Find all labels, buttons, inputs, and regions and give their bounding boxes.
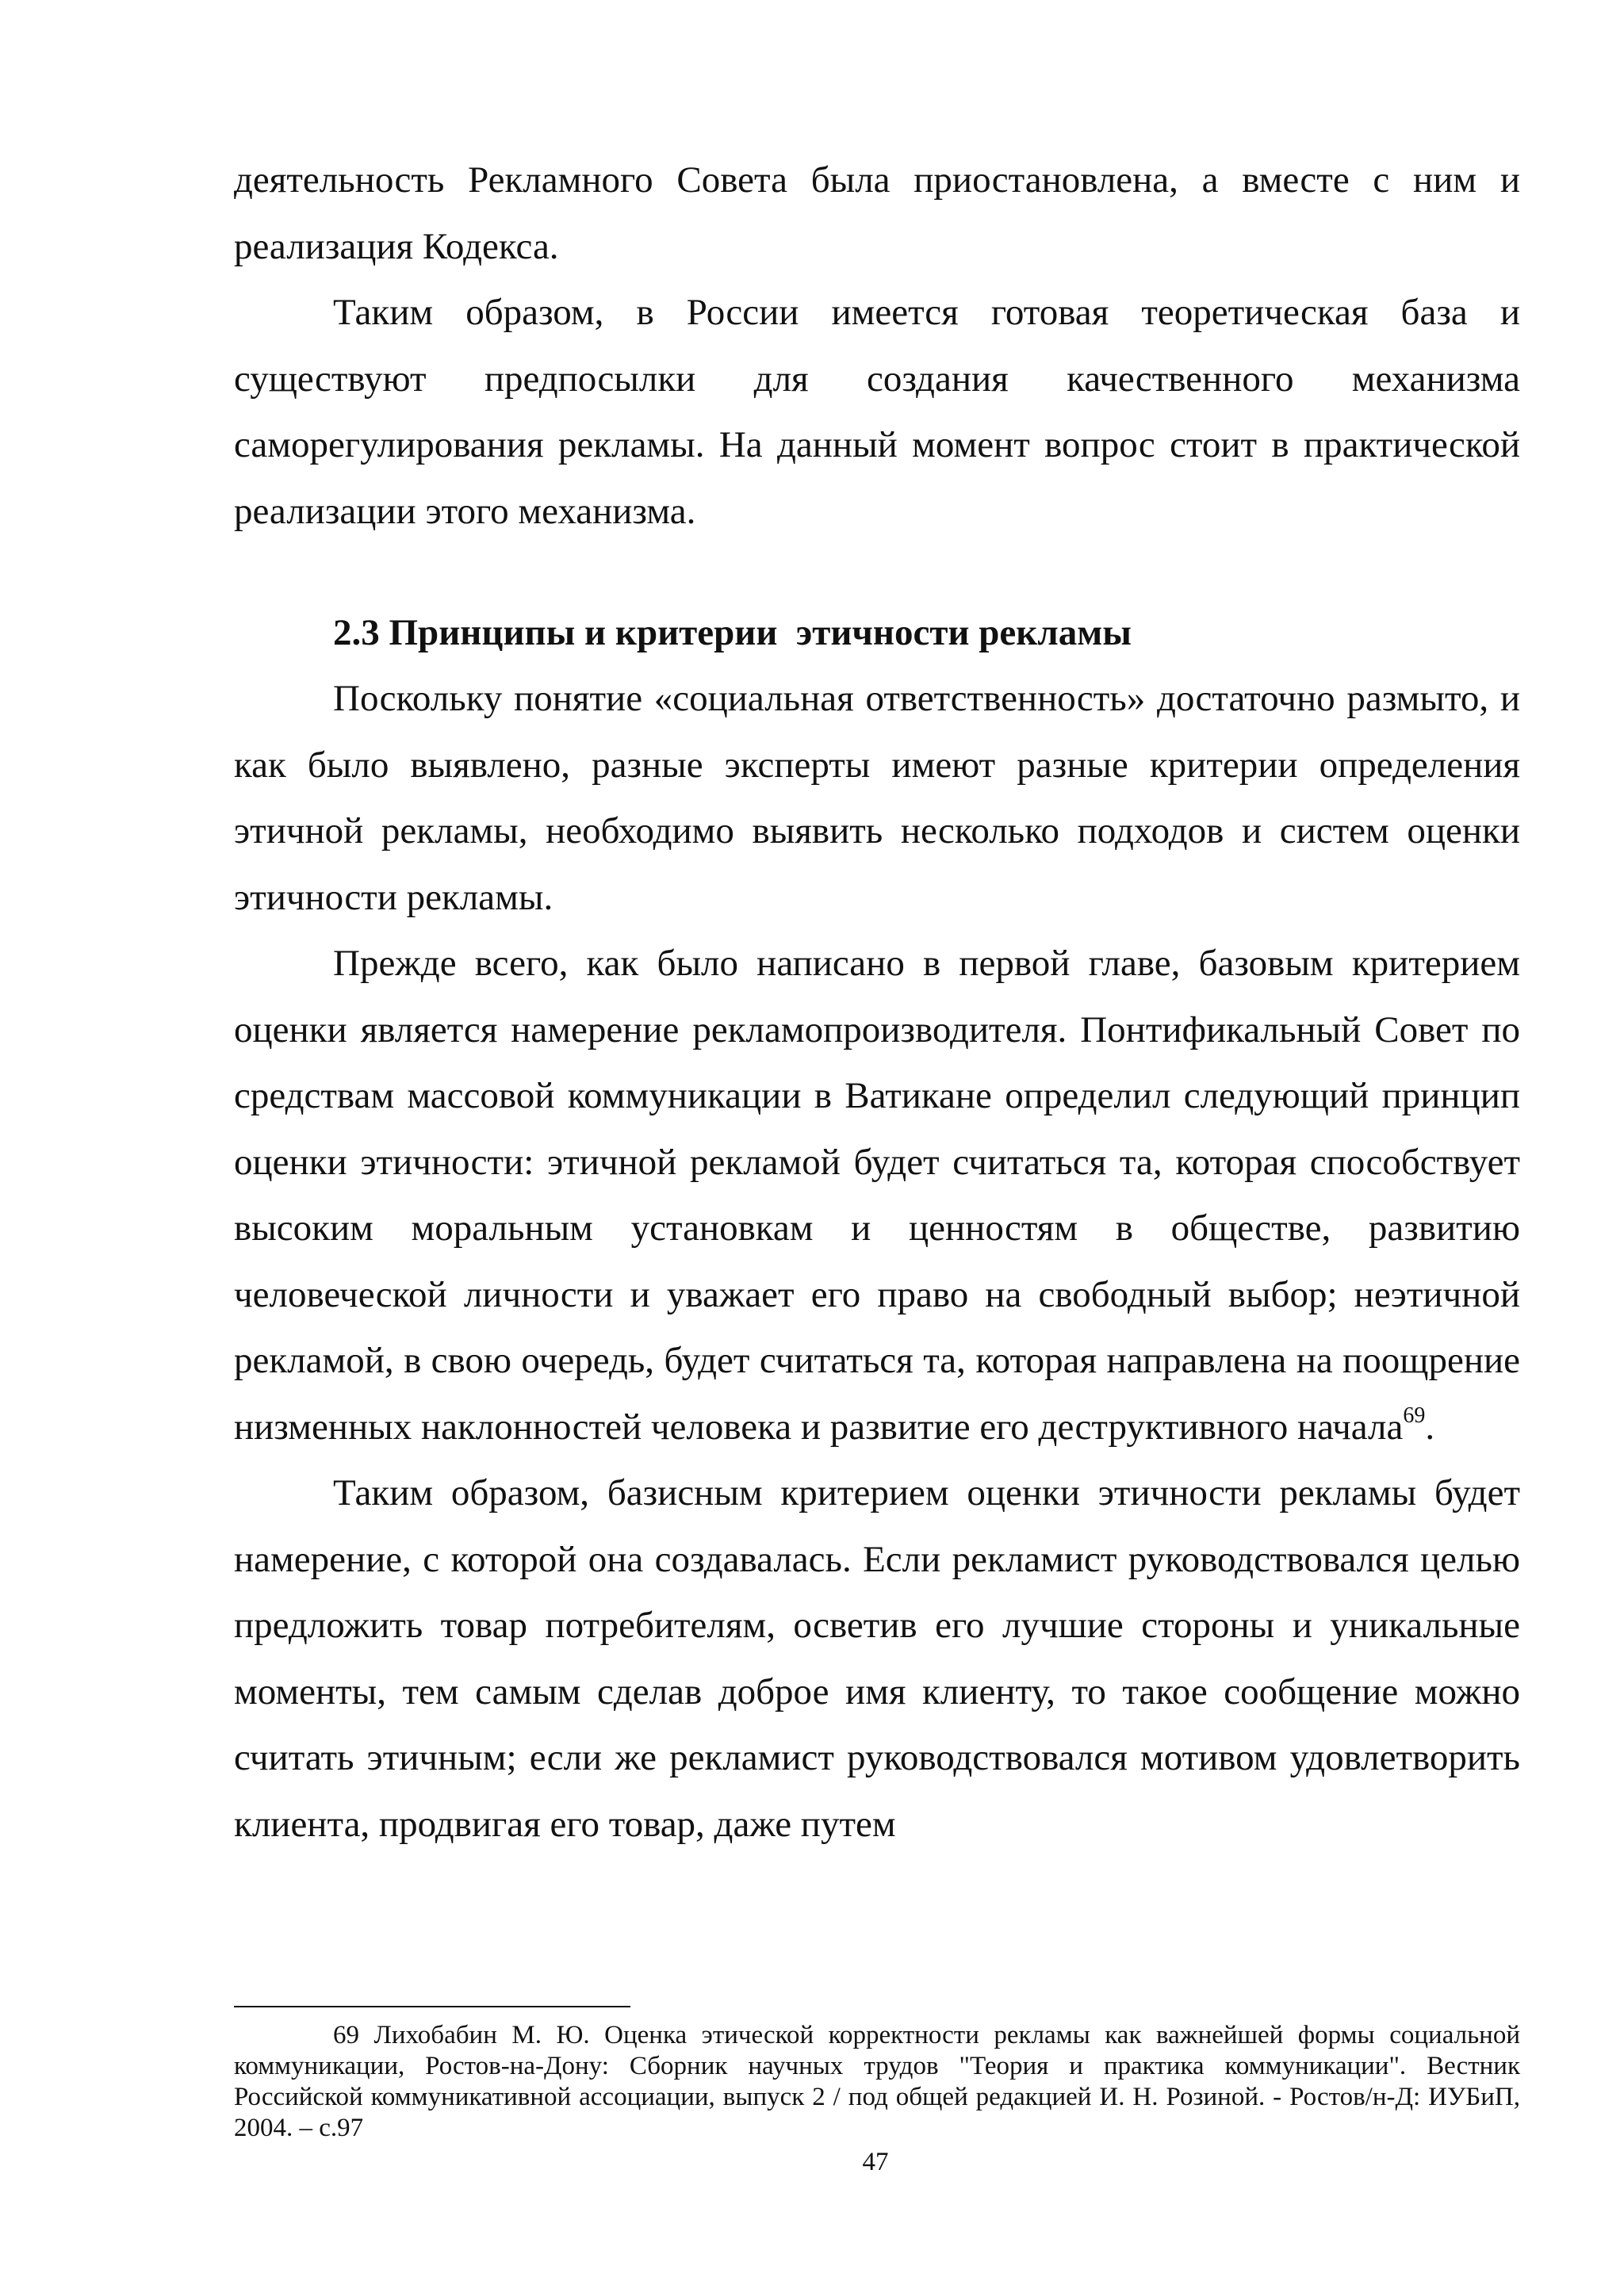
- continuation-paragraph: деятельность Рекламного Совета была приостановлена, а вместе с ним и реализация Кодекса.: [234, 159, 1520, 267]
- paragraph-basic-criterion: Таким образом, базисным критерием оценки этичности рекламы будет намерение, с которой она создавалась. Если рекламист руководствовался целью предложить товар потребителям, осветив его лучшие стороны и уникальные моменты, тем самым сделав доброе имя клиенту, то такое сообщение можно считать этичным; если же рекламист руководствовался мотивом удовлетворить клиента, продвигая его товар, даже путем: [234, 1472, 1520, 1845]
- paragraph-vatican-principle: [234, 931, 1520, 1460]
- paragraph-vatican-text: Прежде всего, как было написано в первой главе, базовым критерием оценки является намерение рекламопроизводителя. Понтификальный Совет по средствам массовой коммуникации в Ватикане определил следующий принцип оценки этичности: этичной рекламой будет считаться та, которая способствует высоким моральным установкам и ценностям в обществе, развитию человеческой личности и уважает его право на свободный выбор; неэтичной рекламой, в свою очередь, будет считаться та, которая направлена на поощрение низменных наклонностей человека и развитие его деструктивного начала: [234, 943, 1520, 1448]
- body-text: [234, 147, 1520, 1858]
- footnote-reference: 69: [1403, 1402, 1426, 1428]
- footnote: [234, 2020, 1520, 2144]
- section-heading: 2.3 Принципы и критерии этичности рекламы: [333, 612, 1132, 653]
- footnote-separator: [234, 2006, 630, 2007]
- footnote-text: 69 Лихобабин М. Ю. Оценка этической корректности рекламы как важнейшей формы социальной коммуникации, Ростов-на-Дону: Сборник научных трудов "Теория и практика коммуникации". Вестник Российской коммуникативной ассоциации, выпуск 2 / под общей редакцией И. Н. Розиной. - Ростов/н-Д: ИУБиП, 2004. – с.97: [234, 2021, 1520, 2142]
- paragraph-russia-self-regulation: Таким образом, в России имеется готовая теоретическая база и существуют предпосылки для создания качественного механизма саморегулирования рекламы. На данный момент вопрос стоит в практической реализации этого механизма.: [234, 292, 1520, 532]
- page-number: 47: [862, 2148, 889, 2176]
- paragraph-vatican-end: .: [1425, 1406, 1435, 1448]
- paragraph-social-responsibility: Поскольку понятие «социальная ответственность» достаточно размыто, и как было выявлено, разные эксперты имеют разные критерии определения этичной рекламы, необходимо выявить несколько подходов и систем оценки этичности рекламы.: [234, 678, 1520, 918]
